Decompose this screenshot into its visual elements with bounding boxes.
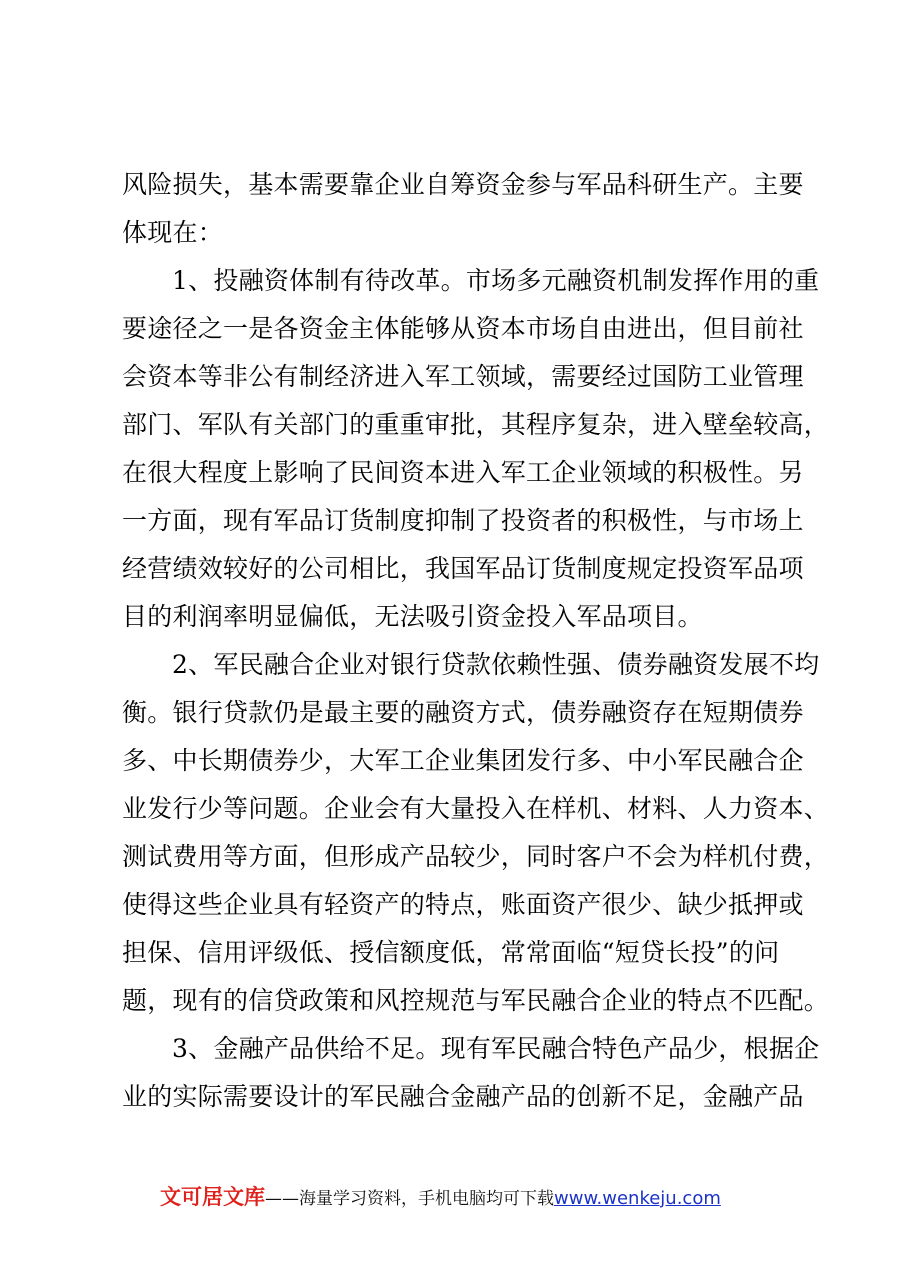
text-line: 会资本等非公有制经济进入军工领域，需要经过国防工业管理 [122,362,804,391]
text-line: 一方面，现有军品订货制度抑制了投资者的积极性，与市场上 [122,506,804,535]
text-line: 使得这些企业具有轻资产的特点，账面资产很少、缺少抵押或 [122,890,804,919]
text-line: 风险损失，基本需要靠企业自筹资金参与军品科研生产。主要 [122,170,804,199]
text-line: 体现在： [122,218,224,247]
footer-tagline: ——海量学习资料，手机电脑均可下载 [265,1189,554,1209]
text-line: 经营绩效较好的公司相比，我国军品订货制度规定投资军品项 [122,554,804,583]
paragraph-3-start: 3、金融产品供给不足。现有军民融合特色产品少，根据企 [172,1034,820,1063]
text-line: 衡。银行贷款仍是最主要的融资方式，债券融资存在短期债券 [122,698,804,727]
text-line: 业的实际需要设计的军民融合金融产品的创新不足，金融产品 [122,1082,804,1111]
footer-banner [160,1181,721,1213]
text-line: 目的利润率明显偏低，无法吸引资金投入军品项目。 [122,602,703,631]
paragraph-2-start: 2、军民融合企业对银行贷款依赖性强、债券融资发展不均 [172,650,820,679]
text-line: 在很大程度上影响了民间资本进入军工企业领域的积极性。另 [122,458,804,487]
document-body [122,161,830,1121]
paragraph-1-start: 1、投融资体制有待改革。市场多元融资机制发挥作用的重 [172,266,820,295]
footer-brand: 文可居文库 [160,1185,265,1209]
text-line: 多、中长期债券少，大军工企业集团发行多、中小军民融合企 [122,746,804,775]
text-line: 业发行少等问题。企业会有大量投入在样机、材料、人力资本、 [122,794,830,823]
text-line: 测试费用等方面，但形成产品较少，同时客户不会为样机付费， [122,842,830,871]
footer-url-link[interactable]: www.wenkeju.com [554,1188,721,1209]
text-line: 部门、军队有关部门的重重审批，其程序复杂，进入壁垒较高， [122,410,830,439]
text-line: 担保、信用评级低、授信额度低，常常面临“短贷长投”的问 [122,938,780,967]
text-line: 要途径之一是各资金主体能够从资本市场自由进出，但目前社 [122,314,804,343]
text-line: 题，现有的信贷政策和风控规范与军民融合企业的特点不匹配。 [122,986,830,1015]
